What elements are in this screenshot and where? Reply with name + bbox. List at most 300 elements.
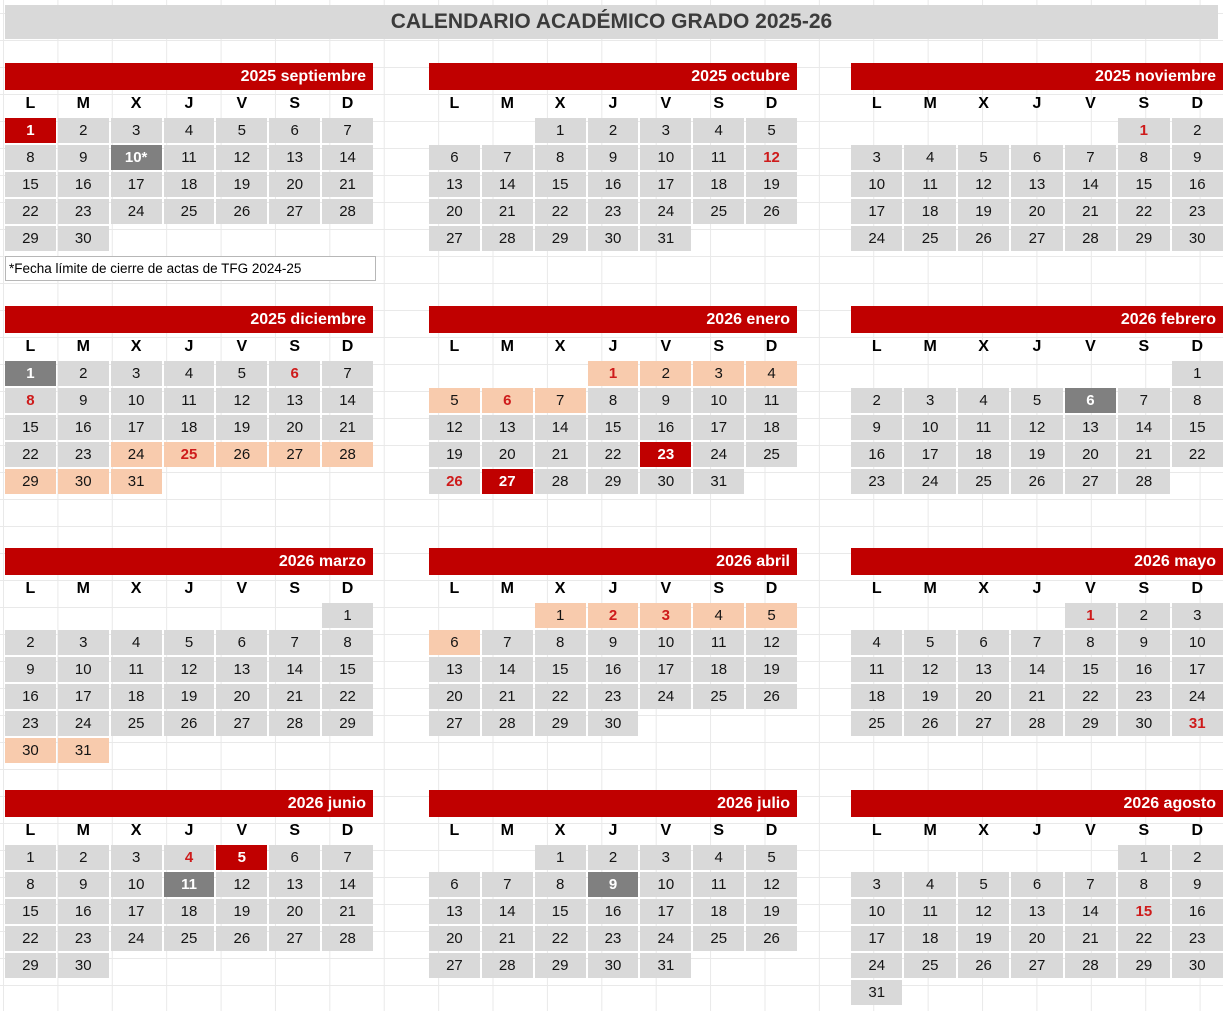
day-cell: 26 [958,953,1009,978]
day-cell: 11 [164,872,215,897]
day-cell: 10 [1172,630,1223,655]
day-cell: 9 [1172,145,1223,170]
day-cell: 2 [1118,603,1169,628]
day-cell: 22 [5,926,56,951]
day-cell: 27 [216,711,267,736]
weekday-header: S [1138,95,1150,112]
day-cell: 18 [164,415,215,440]
day-cell: 4 [904,145,955,170]
day-cell: 15 [588,415,639,440]
weekday-header: D [1191,822,1204,839]
day-cell: 24 [904,469,955,494]
day-cell: 27 [429,711,480,736]
day-cell: 23 [588,684,639,709]
weekday-header: S [713,95,725,112]
empty-cell [1011,845,1062,870]
day-cell: 6 [216,630,267,655]
day-cell: 28 [535,469,586,494]
day-cell: 9 [851,415,902,440]
empty-cell [269,603,320,628]
day-cell: 9 [588,872,639,897]
day-cell: 22 [535,926,586,951]
day-cell: 2 [58,361,109,386]
day-cell: 1 [5,118,56,143]
month-days-grid [429,91,797,251]
day-cell: 31 [640,226,691,251]
day-cell: 16 [58,899,109,924]
empty-cell [111,953,162,978]
day-cell: 17 [693,415,744,440]
day-cell: 3 [851,872,902,897]
weekday-header: J [608,338,618,355]
day-cell: 22 [5,199,56,224]
day-cell: 2 [1172,118,1223,143]
empty-cell [904,845,955,870]
day-cell: 27 [482,469,533,494]
day-cell: 4 [164,361,215,386]
empty-cell [322,226,373,251]
day-cell: 9 [5,657,56,682]
day-cell: 10 [58,657,109,682]
day-cell: 10 [851,172,902,197]
day-cell: 6 [269,845,320,870]
weekday-header: M [923,580,937,597]
empty-cell [851,603,902,628]
empty-cell [1172,980,1223,1005]
day-cell: 29 [1118,953,1169,978]
day-cell: 3 [851,145,902,170]
weekday-header: M [76,580,90,597]
day-cell: 10 [111,388,162,413]
empty-cell [746,953,797,978]
day-cell: 22 [1065,684,1116,709]
day-cell: 6 [1011,872,1062,897]
day-cell: 30 [58,226,109,251]
weekday-header: D [341,95,354,112]
weekday-header: D [1191,338,1204,355]
day-cell: 29 [322,711,373,736]
weekday-header: S [713,822,725,839]
day-cell: 19 [216,899,267,924]
day-cell: 21 [322,172,373,197]
day-cell: 22 [1118,926,1169,951]
weekday-header: X [978,580,989,597]
day-cell: 1 [1118,118,1169,143]
day-cell: 15 [5,415,56,440]
weekday-header: J [1032,822,1042,839]
day-cell: 14 [322,872,373,897]
month-days-grid [429,576,797,736]
day-cell: 29 [1065,711,1116,736]
day-cell: 21 [482,684,533,709]
empty-cell [746,226,797,251]
day-cell: 16 [588,899,639,924]
weekday-header: X [554,580,566,597]
day-cell: 23 [640,442,691,467]
day-cell: 12 [746,872,797,897]
day-cell: 8 [1118,872,1169,897]
empty-cell [429,118,480,143]
empty-cell [746,469,797,494]
empty-cell [1065,980,1116,1005]
day-cell: 3 [111,361,162,386]
day-cell: 24 [640,199,691,224]
day-cell: 28 [322,199,373,224]
day-cell: 31 [693,469,744,494]
empty-cell [111,226,162,251]
day-cell: 17 [111,415,162,440]
day-cell: 4 [904,872,955,897]
empty-cell [1172,469,1223,494]
day-cell: 28 [322,442,373,467]
day-cell: 3 [111,118,162,143]
day-cell: 19 [746,657,797,682]
day-cell: 13 [269,872,320,897]
day-cell: 10 [693,388,744,413]
weekday-header: X [978,822,989,839]
weekday-header: L [25,580,36,597]
day-cell: 12 [216,388,267,413]
day-cell: 27 [1011,953,1062,978]
day-cell: 16 [1172,899,1223,924]
day-cell: 30 [58,953,109,978]
weekday-header: S [713,580,725,597]
day-cell: 24 [693,442,744,467]
weekday-header: M [500,338,514,355]
day-cell: 18 [904,199,955,224]
day-cell: 14 [482,172,533,197]
empty-cell [216,738,267,763]
day-cell: 12 [958,172,1009,197]
day-cell: 14 [1118,415,1169,440]
day-cell: 5 [746,845,797,870]
weekday-header: M [923,338,937,355]
day-cell: 5 [958,872,1009,897]
day-cell: 29 [1118,226,1169,251]
day-cell: 8 [1065,630,1116,655]
day-cell: 10 [851,899,902,924]
day-cell: 2 [640,361,691,386]
day-cell: 12 [164,657,215,682]
weekday-header: V [1085,95,1096,112]
day-cell: 24 [111,199,162,224]
day-cell: 27 [269,926,320,951]
day-cell: 24 [58,711,109,736]
month-title: 2025 septiembre [5,63,373,90]
day-cell: 20 [482,442,533,467]
month-days-grid [851,91,1223,251]
day-cell: 15 [535,899,586,924]
weekday-header: J [1032,95,1042,112]
day-cell: 15 [322,657,373,682]
day-cell: 19 [904,684,955,709]
day-cell: 17 [640,899,691,924]
day-cell: 11 [111,657,162,682]
day-cell: 11 [693,630,744,655]
weekday-header: L [25,95,36,112]
month-2026-marzo [5,548,373,763]
weekday-header: S [289,338,301,355]
day-cell: 29 [5,226,56,251]
page-title: CALENDARIO ACADÉMICO GRADO 2025-26 [5,5,1218,39]
day-cell: 6 [269,361,320,386]
weekday-header: M [923,822,937,839]
weekday-header: J [1032,338,1042,355]
day-cell: 9 [588,145,639,170]
day-cell: 31 [640,953,691,978]
day-cell: 25 [164,926,215,951]
day-cell: 17 [904,442,955,467]
day-cell: 11 [164,145,215,170]
empty-cell [851,361,902,386]
weekday-header: M [500,95,514,112]
day-cell: 12 [429,415,480,440]
day-cell: 10 [640,630,691,655]
weekday-header: V [660,95,672,112]
day-cell: 16 [640,415,691,440]
day-cell: 23 [1172,199,1223,224]
weekday-header: L [25,338,36,355]
day-cell: 31 [851,980,902,1005]
day-cell: 19 [746,899,797,924]
day-cell: 20 [958,684,1009,709]
empty-cell [5,603,56,628]
month-days-grid [5,91,373,251]
month-2026-enero [429,306,797,494]
month-2025-septiembre [5,63,373,251]
day-cell: 6 [1065,388,1116,413]
weekday-header: X [130,338,142,355]
day-cell: 4 [958,388,1009,413]
day-cell: 24 [640,926,691,951]
day-cell: 30 [1172,226,1223,251]
day-cell: 7 [535,388,586,413]
day-cell: 21 [535,442,586,467]
day-cell: 15 [5,172,56,197]
day-cell: 24 [851,953,902,978]
day-cell: 28 [1011,711,1062,736]
day-cell: 2 [5,630,56,655]
day-cell: 28 [482,953,533,978]
day-cell: 15 [1065,657,1116,682]
day-cell: 15 [1172,415,1223,440]
weekday-header: J [184,580,194,597]
day-cell: 15 [1118,899,1169,924]
day-cell: 1 [5,845,56,870]
empty-cell [851,118,902,143]
day-cell: 21 [1011,684,1062,709]
empty-cell [216,226,267,251]
empty-cell [958,118,1009,143]
day-cell: 6 [429,872,480,897]
day-cell: 23 [588,926,639,951]
day-cell: 14 [1065,172,1116,197]
day-cell: 16 [1172,172,1223,197]
day-cell: 26 [1011,469,1062,494]
day-cell: 26 [958,226,1009,251]
day-cell: 5 [216,118,267,143]
day-cell: 8 [1172,388,1223,413]
empty-cell [535,361,586,386]
day-cell: 28 [1065,226,1116,251]
day-cell: 8 [5,145,56,170]
weekday-header: D [1191,95,1204,112]
weekday-header: S [1138,338,1150,355]
weekday-header: X [130,580,142,597]
month-title: 2025 noviembre [851,63,1223,90]
day-cell: 7 [269,630,320,655]
day-cell: 22 [1172,442,1223,467]
weekday-header: M [76,338,90,355]
empty-cell [164,226,215,251]
tfg-footnote: *Fecha límite de cierre de actas de TFG 2024-25 [5,256,376,281]
day-cell: 7 [1011,630,1062,655]
day-cell: 18 [693,657,744,682]
day-cell: 18 [958,442,1009,467]
day-cell: 13 [429,899,480,924]
day-cell: 24 [640,684,691,709]
month-2025-noviembre [851,63,1223,251]
day-cell: 2 [58,118,109,143]
day-cell: 4 [851,630,902,655]
month-2025-octubre [429,63,797,251]
day-cell: 17 [640,657,691,682]
weekday-header: D [341,338,354,355]
day-cell: 12 [1011,415,1062,440]
day-cell: 30 [1118,711,1169,736]
day-cell: 25 [111,711,162,736]
day-cell: 5 [429,388,480,413]
day-cell: 26 [216,926,267,951]
weekday-header: S [289,580,301,597]
month-days-grid [429,818,797,978]
day-cell: 19 [958,926,1009,951]
day-cell: 10 [640,872,691,897]
day-cell: 12 [904,657,955,682]
day-cell: 8 [588,388,639,413]
day-cell: 23 [5,711,56,736]
weekday-header: X [978,95,989,112]
day-cell: 30 [588,953,639,978]
day-cell: 21 [482,926,533,951]
month-title: 2026 abril [429,548,797,575]
day-cell: 16 [5,684,56,709]
weekday-header: M [76,95,90,112]
day-cell: 23 [588,199,639,224]
weekday-header: V [1085,822,1096,839]
day-cell: 15 [535,172,586,197]
day-cell: 17 [111,899,162,924]
day-cell: 25 [746,442,797,467]
empty-cell [693,226,744,251]
day-cell: 17 [640,172,691,197]
day-cell: 21 [1065,199,1116,224]
day-cell: 13 [1011,172,1062,197]
day-cell: 29 [535,711,586,736]
day-cell: 8 [5,872,56,897]
weekday-header: X [554,338,566,355]
day-cell: 9 [1172,872,1223,897]
empty-cell [1118,361,1169,386]
empty-cell [1065,361,1116,386]
day-cell: 9 [58,872,109,897]
day-cell: 9 [588,630,639,655]
day-cell: 8 [322,630,373,655]
day-cell: 13 [216,657,267,682]
day-cell: 15 [1118,172,1169,197]
month-days-grid [429,334,797,494]
day-cell: 25 [958,469,1009,494]
weekday-header: V [236,95,248,112]
month-title: 2025 diciembre [5,306,373,333]
day-cell: 1 [5,361,56,386]
empty-cell [851,845,902,870]
day-cell: 11 [164,388,215,413]
day-cell: 4 [693,118,744,143]
day-cell: 21 [269,684,320,709]
day-cell: 7 [482,145,533,170]
day-cell: 22 [535,199,586,224]
day-cell: 10 [904,415,955,440]
day-cell: 13 [429,172,480,197]
empty-cell [429,603,480,628]
day-cell: 12 [746,630,797,655]
month-2026-julio [429,790,797,978]
day-cell: 11 [693,145,744,170]
month-days-grid [851,334,1223,494]
weekday-header: V [236,822,248,839]
day-cell: 1 [535,845,586,870]
weekday-header: V [1085,338,1096,355]
day-cell: 26 [904,711,955,736]
day-cell: 21 [482,199,533,224]
weekday-header: V [236,580,248,597]
day-cell: 12 [958,899,1009,924]
day-cell: 20 [1011,199,1062,224]
empty-cell [269,469,320,494]
day-cell: 11 [904,172,955,197]
weekday-header: S [289,822,301,839]
day-cell: 28 [482,226,533,251]
day-cell: 1 [1065,603,1116,628]
weekday-header: D [765,822,778,839]
empty-cell [111,603,162,628]
weekday-header: L [449,95,460,112]
empty-cell [1011,118,1062,143]
day-cell: 21 [1065,926,1116,951]
day-cell: 26 [746,926,797,951]
day-cell: 13 [269,388,320,413]
day-cell: 6 [429,145,480,170]
weekday-header: L [871,822,882,839]
day-cell: 25 [164,442,215,467]
day-cell: 2 [588,118,639,143]
day-cell: 22 [588,442,639,467]
day-cell: 22 [5,442,56,467]
day-cell: 1 [1172,361,1223,386]
day-cell: 6 [429,630,480,655]
empty-cell [904,980,955,1005]
day-cell: 28 [269,711,320,736]
weekday-header: L [25,822,36,839]
day-cell: 14 [322,388,373,413]
empty-cell [693,953,744,978]
day-cell: 19 [746,172,797,197]
empty-cell [693,711,744,736]
day-cell: 20 [269,899,320,924]
day-cell: 13 [1065,415,1116,440]
day-cell: 3 [640,845,691,870]
